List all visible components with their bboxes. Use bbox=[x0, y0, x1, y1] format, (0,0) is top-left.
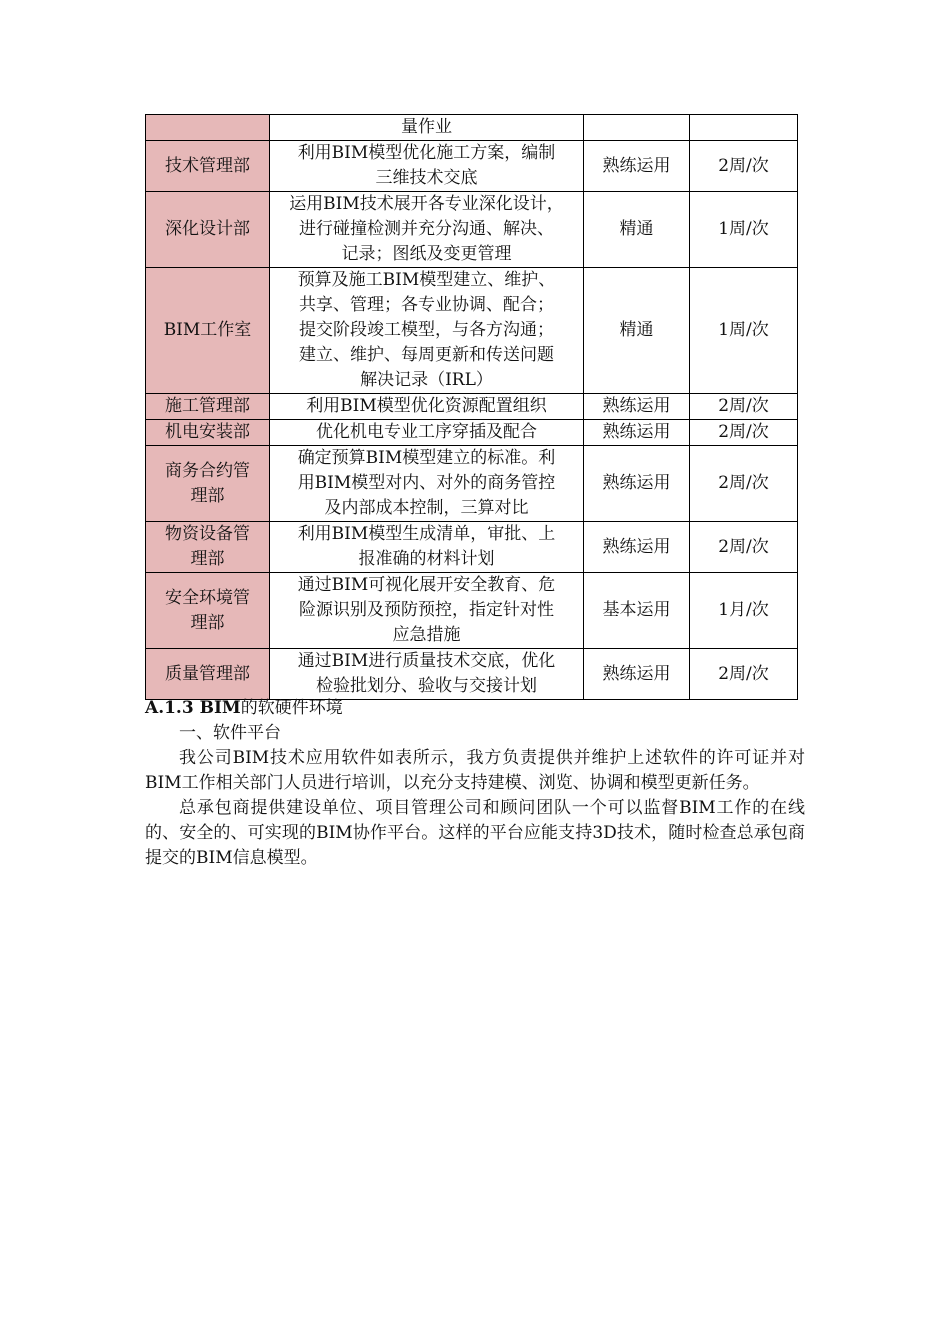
desc-cell: 利用BIM模型生成清单，审批、上 报准确的材料计划 bbox=[270, 522, 584, 573]
freq-cell: 1周/次 bbox=[690, 268, 798, 394]
level-cell bbox=[584, 115, 690, 141]
desc-cell: 利用BIM模型优化资源配置组织 bbox=[270, 394, 584, 420]
software-hardware-section bbox=[145, 696, 805, 871]
freq-cell: 1月/次 bbox=[690, 573, 798, 649]
desc-cell: 量作业 bbox=[270, 115, 584, 141]
level-cell: 精通 bbox=[584, 192, 690, 268]
level-cell: 基本运用 bbox=[584, 573, 690, 649]
section-heading-text: 的软硬件环境 bbox=[240, 698, 343, 718]
dept-cell: 机电安装部 bbox=[146, 420, 270, 446]
paragraph: 我公司BIM技术应用软件如表所示，我方负责提供并维护上述软件的许可证并对BIM工作相关部门人员进行培训，以充分支持建模、浏览、协调和模型更新任务。 bbox=[145, 748, 805, 793]
table-row bbox=[146, 394, 798, 420]
dept-cell: 商务合约管 理部 bbox=[146, 446, 270, 522]
subheading: 一、软件平台 bbox=[179, 723, 281, 743]
level-cell: 精通 bbox=[584, 268, 690, 394]
level-cell: 熟练运用 bbox=[584, 649, 690, 700]
freq-cell: 2周/次 bbox=[690, 522, 798, 573]
dept-cell: 安全环境管 理部 bbox=[146, 573, 270, 649]
dept-cell: BIM工作室 bbox=[146, 268, 270, 394]
paragraph: 总承包商提供建设单位、项目管理公司和顾问团队一个可以监督BIM工作的在线的、安全的、可实现的BIM协作平台。这样的平台应能支持3D技术，随时检查总承包商提交的BIM信息模型。 bbox=[145, 798, 805, 868]
dept-cell: 物资设备管 理部 bbox=[146, 522, 270, 573]
table-row bbox=[146, 649, 798, 700]
dept-cell: 质量管理部 bbox=[146, 649, 270, 700]
freq-cell: 2周/次 bbox=[690, 446, 798, 522]
freq-cell: 1周/次 bbox=[690, 192, 798, 268]
table-row bbox=[146, 522, 798, 573]
level-cell: 熟练运用 bbox=[584, 446, 690, 522]
table-row bbox=[146, 141, 798, 192]
table-row bbox=[146, 268, 798, 394]
freq-cell: 2周/次 bbox=[690, 649, 798, 700]
freq-cell: 2周/次 bbox=[690, 420, 798, 446]
freq-cell: 2周/次 bbox=[690, 141, 798, 192]
dept-cell: 技术管理部 bbox=[146, 141, 270, 192]
dept-cell: 施工管理部 bbox=[146, 394, 270, 420]
desc-cell: 优化机电专业工序穿插及配合 bbox=[270, 420, 584, 446]
level-cell: 熟练运用 bbox=[584, 394, 690, 420]
desc-cell: 确定预算BIM模型建立的标准。利 用BIM模型对内、对外的商务管控 及内部成本控制，三算对比 bbox=[270, 446, 584, 522]
level-cell: 熟练运用 bbox=[584, 522, 690, 573]
level-cell: 熟练运用 bbox=[584, 141, 690, 192]
level-cell: 熟练运用 bbox=[584, 420, 690, 446]
bim-responsibility-table bbox=[145, 114, 798, 700]
section-heading bbox=[145, 696, 805, 721]
table-row bbox=[146, 573, 798, 649]
table-row bbox=[146, 420, 798, 446]
freq-cell bbox=[690, 115, 798, 141]
desc-cell: 利用BIM模型优化施工方案，编制 三维技术交底 bbox=[270, 141, 584, 192]
table-row bbox=[146, 115, 798, 141]
desc-cell: 运用BIM技术展开各专业深化设计， 进行碰撞检测并充分沟通、解决、 记录；图纸及变更管理 bbox=[270, 192, 584, 268]
table-row bbox=[146, 192, 798, 268]
freq-cell: 2周/次 bbox=[690, 394, 798, 420]
desc-cell: 预算及施工BIM模型建立、维护、 共享、管理；各专业协调、配合； 提交阶段竣工模型，与各方沟通； 建立、维护、每周更新和传送问题 解决记录（IRL） bbox=[270, 268, 584, 394]
desc-cell: 通过BIM进行质量技术交底，优化 检验批划分、验收与交接计划 bbox=[270, 649, 584, 700]
dept-cell: 深化设计部 bbox=[146, 192, 270, 268]
dept-cell bbox=[146, 115, 270, 141]
table-row bbox=[146, 446, 798, 522]
section-heading-number: A.1.3 BIM bbox=[145, 698, 241, 718]
desc-cell: 通过BIM可视化展开安全教育、危 险源识别及预防预控，指定针对性 应急措施 bbox=[270, 573, 584, 649]
